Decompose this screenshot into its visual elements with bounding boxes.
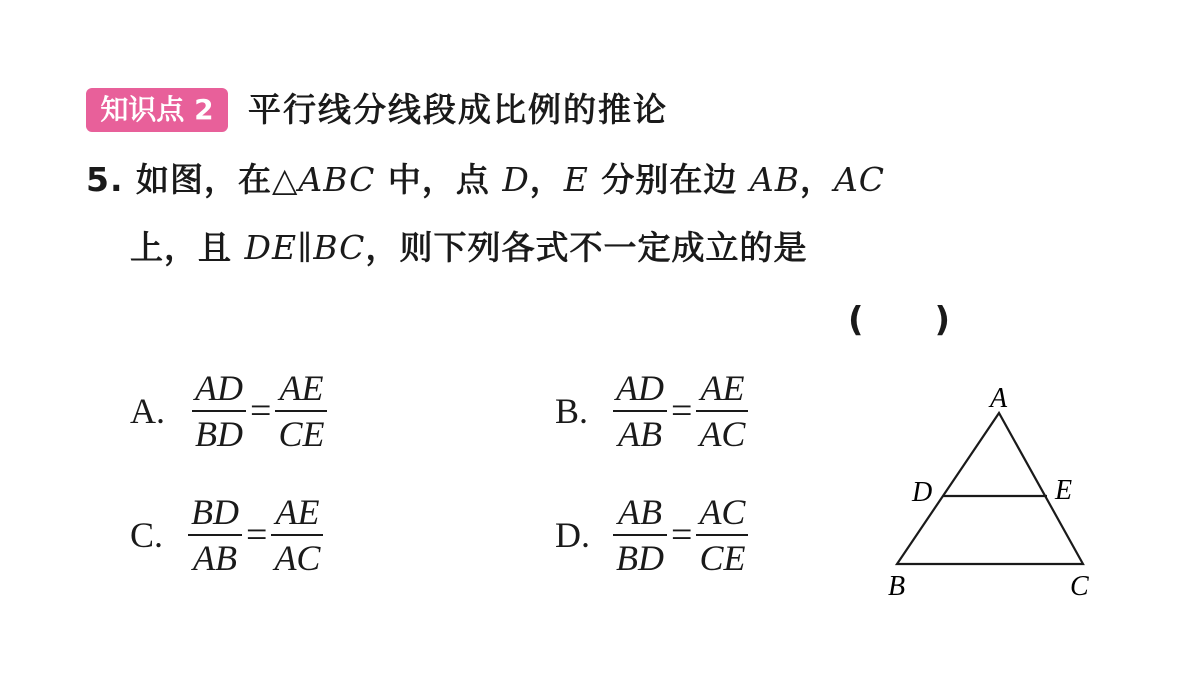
question-text-part: ， [799, 160, 834, 199]
denominator: BD [195, 414, 243, 454]
numerator: AE [275, 492, 320, 532]
section-badge: 知识点 2 [86, 88, 228, 132]
label-a: A [990, 383, 1008, 414]
label-d: D [912, 477, 933, 508]
option-label: D. [555, 515, 590, 555]
fraction-left [192, 366, 246, 456]
option-c[interactable] [130, 490, 323, 580]
point-d: D [502, 160, 530, 199]
question-line-1 [86, 156, 885, 204]
label-b: B [888, 571, 906, 602]
question-number: 5. [86, 160, 124, 199]
question-text-part: 中，点 [375, 160, 503, 199]
answer-bracket: ( ) [848, 300, 951, 340]
question-text-part: ， [529, 160, 564, 199]
denominator: AB [193, 538, 237, 578]
equals-sign: = [671, 514, 693, 556]
denominator: AC [699, 414, 746, 454]
fraction-left [613, 490, 667, 580]
label-c: C [1070, 571, 1089, 602]
fraction-right [696, 366, 748, 456]
denominator: AB [618, 414, 662, 454]
point-e: E [563, 160, 589, 199]
section-title: 平行线分线段成比例的推论 [248, 90, 668, 129]
denominator: CE [699, 538, 746, 578]
fraction-left [188, 490, 242, 580]
equals-sign: = [246, 514, 268, 556]
equals-sign: = [671, 390, 693, 432]
option-a[interactable] [130, 366, 327, 456]
option-b[interactable] [555, 366, 748, 456]
numerator: AB [618, 492, 662, 532]
numerator: BD [191, 492, 239, 532]
denominator: AC [274, 538, 321, 578]
numerator: AC [699, 492, 746, 532]
side-ab: AB [749, 160, 800, 199]
question-text-part: 如图，在 [136, 160, 272, 199]
segment-de: DE [244, 228, 298, 267]
fraction-right [271, 490, 323, 580]
parallel-symbol: ∥ [297, 228, 314, 267]
option-label: A. [130, 391, 165, 431]
option-d[interactable] [555, 490, 748, 580]
label-e: E [1055, 475, 1073, 506]
numerator: AE [279, 368, 324, 408]
fraction-right [275, 366, 327, 456]
triangle-abc: △ABC [272, 160, 376, 199]
side-ac: AC [833, 160, 886, 199]
fraction-left [613, 366, 667, 456]
equals-sign: = [250, 390, 272, 432]
segment-bc: BC [313, 228, 366, 267]
denominator: BD [616, 538, 664, 578]
numerator: AE [700, 368, 745, 408]
option-label: C. [130, 515, 164, 555]
numerator: AD [616, 368, 664, 408]
question-text-part: 分别在边 [588, 160, 750, 199]
fraction-right [696, 490, 748, 580]
question-text-part: 上，且 [130, 228, 245, 267]
option-label: B. [555, 391, 589, 431]
numerator: AD [195, 368, 243, 408]
triangle-figure [870, 380, 1120, 610]
question-text-part: ，则下列各式不一定成立的是 [365, 228, 808, 267]
question-line-2 [130, 224, 807, 272]
denominator: CE [278, 414, 325, 454]
